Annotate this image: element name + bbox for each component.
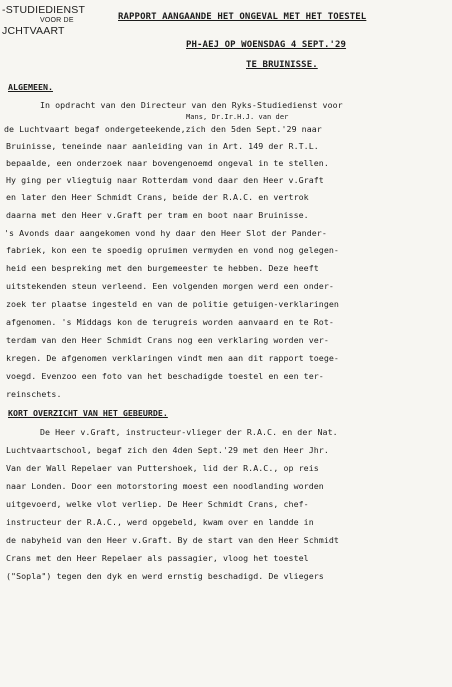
- letterhead: [2, 4, 85, 37]
- body-line: instructeur der R.A.C., werd opgebeld, kwam over en landde in: [6, 517, 314, 527]
- body-line: Crans met den Heer Repelaer als passagier, vloog het toestel: [6, 553, 309, 563]
- body-line: terdam van den Heer Schmidt Crans nog een verklaring worden ver-: [6, 335, 329, 345]
- body-line: uitgevoerd, welke vlot verliep. De Heer Schmidt Crans, chef-: [6, 499, 309, 509]
- section-heading-algemeen: ALGEMEEN.: [8, 82, 53, 92]
- body-line: voegd. Evenzoo een foto van het beschadigde toestel en een ter-: [6, 371, 324, 381]
- body-line: In opdracht van den Directeur van den Ryks-Studiedienst voor: [40, 100, 343, 110]
- report-title-line-2: PH-AEJ OP WOENSDAG 4 SEPT.'29: [186, 40, 347, 50]
- body-line: Bruinisse, teneinde naar aanleiding van in Art. 149 der R.T.L.: [6, 141, 319, 151]
- body-line: 's Avonds daar aangekomen vond hy daar den Heer Slot der Pander-: [4, 228, 327, 238]
- body-line: Mans, Dr.Ir.H.J. van der: [186, 113, 289, 121]
- body-line: afgenomen. 's Middags kon de terugreis worden aanvaard en te Rot-: [6, 317, 334, 327]
- body-line: Luchtvaartschool, begaf zich den 4den Sept.'29 met den Heer Jhr.: [6, 445, 329, 455]
- body-line: Hy ging per vliegtuig naar Rotterdam vond daar den Heer v.Graft: [6, 175, 324, 185]
- body-line: bepaalde, een onderzoek naar bovengenoemd ongeval in te stellen.: [6, 158, 329, 168]
- body-line: fabriek, kon een te spoedig opruimen vermyden en vond nog gelegen-: [6, 245, 339, 255]
- letterhead-line-2: VOOR DE: [40, 17, 74, 24]
- body-line: heid een bespreking met den burgemeester te hebben. Deze heeft: [6, 263, 319, 273]
- body-line: ("Sopla") tegen den dyk en werd ernstig beschadigd. De vliegers: [6, 571, 324, 581]
- body-line: naar Londen. Door een motorstoring moest een noodlanding worden: [6, 481, 324, 491]
- report-title-line-3: TE BRUINISSE.: [246, 60, 318, 70]
- body-line: reinschets.: [6, 389, 62, 399]
- body-line: Van der Wall Repelaer van Puttershoek, lid der R.A.C., op reis: [6, 463, 319, 473]
- body-line: en later den Heer Schmidt Crans, beide der R.A.C. en vertrok: [6, 192, 309, 202]
- body-line: kregen. De afgenomen verklaringen vindt men aan dit rapport toege-: [6, 353, 339, 363]
- section-heading-overzicht: KORT OVERZICHT VAN HET GEBEURDE.: [8, 408, 168, 418]
- body-line: De Heer v.Graft, instructeur-vlieger der R.A.C. en der Nat.: [40, 427, 338, 437]
- body-line: zoek ter plaatse ingesteld en van de politie getuigen-verklaringen: [6, 299, 339, 309]
- letterhead-line-3: JCHTVAART: [2, 25, 65, 37]
- body-line: de nabyheid van den Heer v.Graft. By de start van den Heer Schmidt: [6, 535, 339, 545]
- letterhead-line-1: -STUDIEDIENST: [2, 4, 86, 16]
- body-line: daarna met den Heer v.Graft per tram en boot naar Bruinisse.: [6, 210, 309, 220]
- body-line: uitstekenden steun verleend. Een volgenden morgen werd een onder-: [6, 281, 334, 291]
- body-line: de Luchtvaart begaf ondergeteekende,zich den 5den Sept.'29 naar: [4, 124, 322, 134]
- report-title-line-1: RAPPORT AANGAANDE HET ONGEVAL MET HET TOESTEL: [118, 12, 367, 22]
